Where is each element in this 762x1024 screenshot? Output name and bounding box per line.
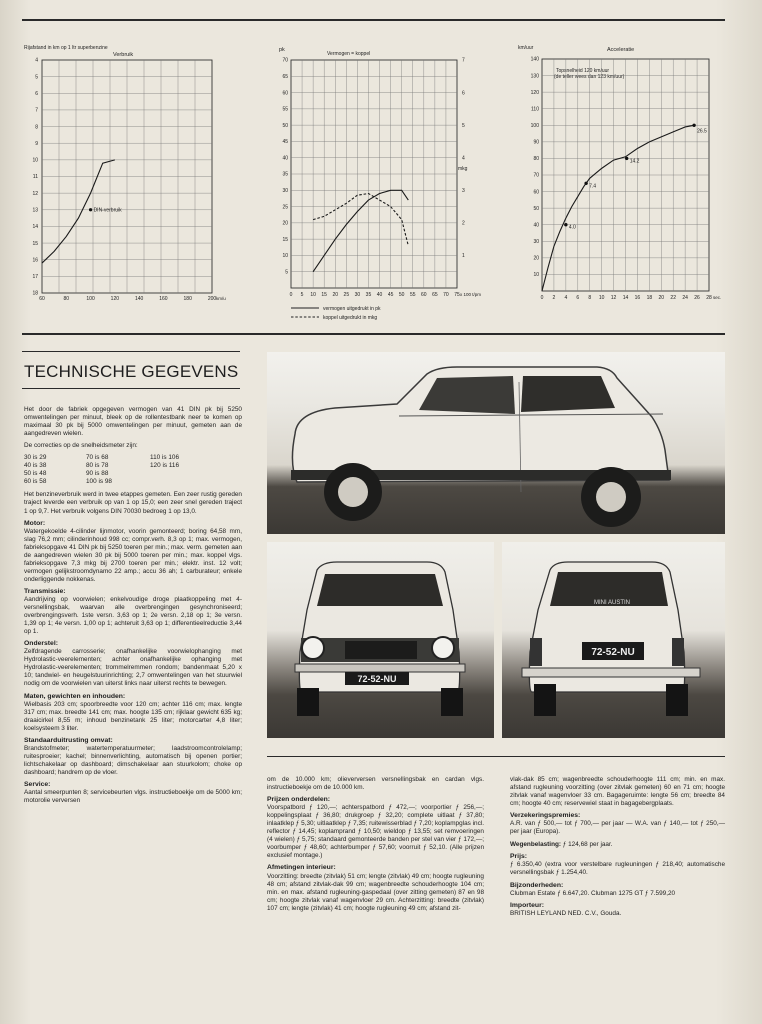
- y-tick-label: 30: [282, 187, 288, 194]
- y-tick-label: 17: [32, 274, 38, 281]
- correction-cell: [150, 470, 210, 478]
- chart1-ylabel: Rijafstand in km op 1 ltr superbenzine: [24, 45, 108, 51]
- y-tick-label: 14: [32, 224, 38, 231]
- x-tick-label: 50: [398, 292, 405, 298]
- y-tick-label: 15: [32, 240, 38, 247]
- x-tick-label: 8: [588, 295, 592, 301]
- correction-cell: 30 is 29: [24, 454, 47, 462]
- chart2-plot: [282, 58, 481, 298]
- chart3-title: Acceleratie: [607, 47, 635, 53]
- text-column-1: [24, 406, 242, 809]
- y-tick-label: 8: [35, 124, 38, 131]
- y-tick-label: 140: [530, 56, 539, 63]
- correction-cell: 100 is 98: [86, 478, 112, 486]
- y-tick-label: 120: [530, 89, 539, 96]
- y-tick-label: 70: [282, 57, 288, 64]
- chart3-plot: [531, 57, 722, 301]
- y-tick-label: 45: [282, 139, 288, 146]
- importeur-text: BRITISH LEYLAND NED. C.V., Gouda.: [510, 909, 622, 917]
- x-tick-label: 80: [63, 296, 70, 302]
- x-tick-label: 30: [354, 292, 361, 298]
- photo-front-view: [267, 542, 494, 738]
- bijzonderheden-text: Clubman Estate ƒ 6.647,20. Clubman 1275 GT ƒ 7.599,20: [510, 889, 676, 897]
- x-tick-label: 55: [409, 292, 416, 298]
- x-tick-label: 140: [134, 296, 144, 302]
- annotation-line-1: Topsnelheid 120 km/uur: [556, 68, 610, 74]
- x-tick-label: 10: [598, 295, 605, 301]
- y-tick-label: 9: [35, 140, 38, 147]
- verzekering-text: A.R. van ƒ 500,— tot ƒ 700,— per jaar — W.A. van ƒ 140,— tot ƒ 250,— per jaar (Europa).: [510, 820, 725, 836]
- y-tick-label: 13: [32, 207, 38, 214]
- correction-cell: 120 is 116: [150, 462, 180, 470]
- text-column-3: [510, 776, 725, 922]
- legend-vermogen: vermogen uitgedrukt in pk: [323, 306, 381, 312]
- photo-rear-view: [502, 542, 725, 738]
- correction-cell: 40 is 38: [24, 462, 47, 470]
- y-tick-label: 6: [35, 90, 38, 97]
- car-side-drawing: [267, 352, 725, 534]
- data-label: 4.0: [568, 224, 576, 231]
- prijzen-text: Voorspatbord ƒ 120,—; achterspatbord ƒ 472,—; voorportier ƒ 256,—; koppelingsplaat ƒ 36,80; drukgroep ƒ 32,20; complete uitlaat ƒ 37,80; inlaatklep ƒ 5,30; uitlaatklep ƒ 7,35; ruitewisserblad ƒ 7,20; koplampglas incl. reflector ƒ 14,45; koplamprand ƒ 10,50; wieldop ƒ 13,55; set remvoeringen (4 wielen) ƒ 5,75; standaard gemonteerde banden per stel van vier ƒ 172,—; voorbumper ƒ 48,60; achterbumper ƒ 57,60; voorruit ƒ 52,10. (Alle prijzen exclusief montage.): [267, 804, 484, 860]
- correction-cell: 60 is 58: [24, 478, 47, 486]
- data-point: [564, 223, 567, 226]
- intro-text: Het door de fabriek opgegeven vermogen van 41 DIN pk bij 5250 omwentelingen per minuut, bleek op de rollentestbank neer te komen op maximaal 30 pk bij 5000 omwentelingen per minuut, gemeten aan de aangedreven wielen.: [24, 406, 242, 438]
- x-tick-label: 6: [576, 295, 580, 301]
- correction-cell: 70 is 68: [86, 454, 109, 462]
- y-tick-label: 10: [533, 272, 539, 279]
- chart1-plot: [32, 58, 226, 302]
- text-column-2: [267, 776, 484, 917]
- x-axis-label: x 100 t/pm: [460, 292, 482, 297]
- y-tick-label: 110: [531, 106, 539, 113]
- y-tick-label: 4: [35, 57, 38, 64]
- x-tick-label: 14: [622, 295, 629, 301]
- lower-rule: [267, 756, 725, 757]
- rear-badge: MINI AUSTIN: [594, 600, 631, 606]
- correction-cell: 90 is 88: [86, 470, 109, 478]
- car-front-drawing: [267, 542, 494, 738]
- afmetingen-continued: vlak-dak 85 cm; wagenbreedte schouderhoogte 111 cm; min. en max. afstand rugleuning voorzitting (over zitvlak gemeten) 60 en 71 cm; hoogte zitvlak vanaf wagenvloer 33 cm. Bagageruimte: lengte 56 cm; breedte 84 cm; hoogte 40 cm; reservewiel staat in bagagebergplaats.: [510, 776, 725, 808]
- correction-cell: [150, 478, 210, 486]
- x-tick-label: 5: [300, 292, 304, 298]
- standaard-text: Brandstofmeter; watertemperatuurmeter; laadstroomcontrolelamp; ruitesproeier; kachel; binnenverlichting, automatisch bij openen portier; lichtschakelaar op dashboard; dimschakelaar aan stuurkolom; choke op dashboard; handrem op de vloer.: [24, 744, 242, 776]
- side-car: [291, 367, 671, 527]
- x-tick-label: 70: [443, 292, 449, 298]
- y-tick-label: 130: [530, 73, 539, 80]
- heading-standaard: Standaarduitrusting omvat:: [24, 736, 113, 744]
- x-tick-label: 120: [110, 296, 120, 302]
- chart-vermogen-koppel: [275, 38, 487, 324]
- y-tick-label: 10: [282, 253, 288, 260]
- motor-text: Watergekoelde 4-cilinder lijnmotor, voorin gemonteerd; boring 64,58 mm, slag 76,2 mm; cilinderinhoud 998 cc; compr.verh. 8,3 op 1; max. vermogen, fabrieksopgave 41 DIN pk bij 5250 toeren per min.; max. verm. gemeten aan de aangedreven wielen 30 pk bij 5000 toeren per min.; max. koppel vlgs. fabrieksopgave 7,3 mkg bij 2700 toeren per min.; elektr. inst. 12 volt; vermogen gelijkstroomdynamo 22 amp.; accu 36 ah; 1 carburateur; enkele onderliggende nokkenas.: [24, 527, 242, 583]
- x-tick-label: 75: [454, 292, 460, 298]
- x-tick-label: 24: [682, 295, 688, 301]
- correction-cell: 110 is 106: [150, 454, 180, 462]
- y2-tick-label: 5: [462, 122, 465, 129]
- y-tick-label: 25: [282, 204, 288, 211]
- x-tick-label: 2: [552, 295, 556, 301]
- y-tick-label: 100: [530, 122, 539, 129]
- y-tick-label: 40: [282, 155, 288, 162]
- x-tick-label: 100: [86, 296, 95, 302]
- prijs-text: ƒ 6.350,40 (extra voor verstelbare rugleuningen ƒ 218,40; automatische versnellingsbak ƒ 1.254,40.: [510, 861, 725, 877]
- y2-tick-label: 2: [462, 220, 465, 227]
- heading-prijzen-onderdelen: Prijzen onderdelen:: [267, 796, 331, 804]
- data-point: [625, 157, 628, 160]
- chart3-ylabel: km/uur: [518, 45, 534, 51]
- x-tick-label: 35: [365, 292, 372, 298]
- service-text: Aantal smeerpunten 8; servicebeurten vlgs. instructieboekje om de 5000 km; motorolie verversen: [24, 789, 242, 805]
- heading-bijzonderheden: Bijzonderheden:: [510, 881, 564, 889]
- data-label: 14.2: [629, 158, 640, 165]
- fuel-text: Het benzineverbruik werd in twee etappes gemeten. Een zeer rustig gereden traject leverde een verbruik op van 1 op 15,0; een zeer snel gereden traject 1 op 9,7. Het verbruik volgens DIN 70030 bedroeg 1 op 13,0.: [24, 491, 242, 515]
- y-tick-label: 35: [282, 171, 288, 178]
- y-tick-label: 10: [32, 157, 38, 164]
- y-tick-label: 55: [282, 106, 288, 113]
- x-tick-label: 65: [432, 292, 438, 298]
- front-license-plate: 72-52-NU: [357, 674, 397, 684]
- y-tick-label: 20: [282, 220, 288, 227]
- mid-rule: [22, 333, 725, 335]
- data-point: [584, 182, 587, 185]
- y-tick-label: 11: [32, 174, 38, 181]
- annotation-din: DIN-verbruik: [93, 207, 122, 214]
- y-tick-label: 60: [282, 90, 288, 97]
- x-tick-label: 25: [343, 292, 350, 298]
- legend-koppel: koppel uitgedrukt in mkg: [323, 315, 378, 321]
- service-continued: om de 10.000 km; olieverversen versnellingsbak en cardan vlgs. instructieboekje om de 10.000 km.: [267, 776, 484, 792]
- y-tick-label: 12: [32, 190, 38, 197]
- x-tick-label: 180: [183, 296, 192, 302]
- chart1-title: Verbruik: [113, 52, 134, 58]
- chart2-ylabel-left: pk: [279, 47, 285, 53]
- chart3-annotation: [554, 68, 625, 80]
- afmetingen-text: Voorzitting: breedte (zitvlak) 51 cm; lengte (zitvlak) 49 cm; hoogte rugleuning 48 cm; afstand zitvlak-dak 99 cm; wagenbreedte schouderhoogte 104 cm; min. en max. afstand rugleuning-gaspedaal (over zitting gemeten) 87 en 98 cm; hoogte zitvlak vanaf wagenvloer 29 cm. Achterzitting: breedte (zitvlak) 107 cm; lengte (zitvlak) 41 cm; hoogte rugleuning 49 cm; afstand zit-: [267, 872, 484, 912]
- x-tick-label: 0: [540, 295, 544, 301]
- y2-tick-label: 3: [462, 187, 465, 194]
- wegenbelasting-line: [510, 841, 725, 849]
- x-tick-label: 45: [387, 292, 394, 298]
- heading-maten: Maten, gewichten en inhouden:: [24, 692, 126, 700]
- y-tick-label: 70: [533, 172, 539, 179]
- heading-afmetingen: Afmetingen interieur:: [267, 864, 336, 872]
- y-tick-label: 30: [533, 238, 539, 245]
- heading-verzekeringspremies: Verzekeringspremies:: [510, 812, 581, 820]
- y-tick-label: 5: [285, 269, 288, 276]
- x-axis-label: sec.: [713, 295, 722, 300]
- y-tick-label: 50: [533, 205, 539, 212]
- correction-cell: 80 is 78: [86, 462, 109, 470]
- y-tick-label: 80: [533, 156, 539, 163]
- x-tick-label: 28: [706, 295, 712, 301]
- y-tick-label: 90: [533, 139, 539, 146]
- series-line: [313, 190, 408, 271]
- x-tick-label: 60: [39, 296, 45, 302]
- x-tick-label: 10: [310, 292, 316, 298]
- heading-onderstel: Onderstel:: [24, 640, 58, 648]
- y2-tick-label: 4: [462, 155, 465, 162]
- x-tick-label: 26: [694, 295, 700, 301]
- y-tick-label: 40: [533, 222, 539, 229]
- car-rear-drawing: [502, 542, 725, 738]
- x-axis-label: km/u: [216, 296, 226, 301]
- heading-wegenbelasting: Wegenbelasting:: [510, 841, 562, 849]
- x-tick-label: 160: [159, 296, 168, 302]
- title-rule-top: [22, 351, 240, 352]
- series-line: [313, 194, 408, 246]
- title-rule-bottom: [22, 388, 240, 389]
- x-tick-label: 0: [289, 292, 293, 298]
- x-tick-label: 12: [610, 295, 617, 301]
- x-tick-label: 20: [658, 295, 665, 301]
- x-tick-label: 18: [646, 295, 653, 301]
- x-tick-label: 4: [564, 295, 568, 301]
- maten-text: Wielbasis 203 cm; spoorbreedte voor 120 cm; achter 116 cm; max. lengte 317 cm; max. breedte 141 cm; max. hoogte 135 cm; rijklaar gewicht 635 kg; draaicirkel 8,55 m; inhoud benzinetank 25 liter; motorcarter 4,8 liter; koelsysteem 3 liter.: [24, 700, 242, 732]
- chart2-ylabel-right: mkg: [458, 166, 468, 172]
- chart-verbruik: [18, 38, 226, 310]
- data-label: 7.4: [589, 183, 597, 190]
- y-tick-label: 60: [533, 189, 539, 196]
- correction-title: De correcties op de snelheidsmeter zijn:: [24, 442, 138, 450]
- section-title: TECHNISCHE GEGEVENS: [24, 362, 239, 381]
- x-tick-label: 16: [634, 295, 641, 301]
- transmissie-text: Aandrijving op voorwielen; enkelvoudige droge plaatkoppeling met 4-versnellingsbak, waarvan alle overbrengingen gesynchroniseerd; overbrengingsverh. 1ste versn. 3,63 op 1; 2e versn. 2,18 op 1; 3e versn. 1,39 op 1; 4e versn. 1,00 op 1; achteruit 3,63 op 1; differentieelreductie 3,44 op 1.: [24, 595, 242, 636]
- x-tick-label: 40: [376, 292, 383, 298]
- x-tick-label: 200: [207, 296, 217, 302]
- y2-tick-label: 7: [462, 57, 465, 64]
- heading-prijs: Prijs:: [510, 853, 527, 861]
- heading-service: Service:: [24, 780, 51, 788]
- onderstel-text: Zelfdragende carrosserie; onafhankelijke voorwielophanging met Hydrolastic-veerelementen; achter onafhankelijke ophanging met Hydrolastic-veerelementen; trommelremmen rondom; bandenmaat 5,20 x 10; tandwiel- en heugelstuurinrichting; 2,7 omwentelingen van het stuurwiel nodig om de voorwielen van uiterst links naar uiterst rechts te bewegen.: [24, 648, 242, 688]
- y-tick-label: 20: [533, 255, 539, 262]
- data-point: [692, 124, 695, 127]
- annotation-line-2: (de teller wees dan 123 km/uur): [554, 74, 625, 80]
- x-tick-label: 60: [421, 292, 427, 298]
- heading-motor: Motor:: [24, 519, 46, 527]
- y-tick-label: 16: [32, 257, 38, 264]
- y-tick-label: 7: [35, 107, 38, 114]
- heading-transmissie: Transmissie:: [24, 587, 66, 595]
- y2-tick-label: 6: [462, 90, 465, 97]
- correction-table: [24, 454, 242, 486]
- correction-cell: 50 is 48: [24, 470, 47, 478]
- data-point: [89, 208, 92, 211]
- x-tick-label: 20: [332, 292, 339, 298]
- data-label: 26.5: [697, 128, 707, 135]
- top-rule: [22, 19, 725, 21]
- y-tick-label: 15: [282, 236, 288, 243]
- photo-side-view: [267, 352, 725, 534]
- y-tick-label: 65: [282, 73, 288, 80]
- wegenbelasting-text: ƒ 124,68 per jaar.: [562, 841, 613, 849]
- heading-importeur: Importeur:: [510, 901, 544, 909]
- y-tick-label: 50: [282, 122, 288, 129]
- y2-tick-label: 1: [462, 253, 465, 260]
- rear-license-plate: 72-52-NU: [591, 647, 635, 658]
- chart-acceleratie: [516, 38, 726, 306]
- x-tick-label: 22: [670, 295, 676, 301]
- chart2-title: Vermogen = koppel: [327, 51, 371, 57]
- y-tick-label: 5: [35, 74, 38, 81]
- x-tick-label: 15: [321, 292, 327, 298]
- y-tick-label: 18: [32, 290, 38, 297]
